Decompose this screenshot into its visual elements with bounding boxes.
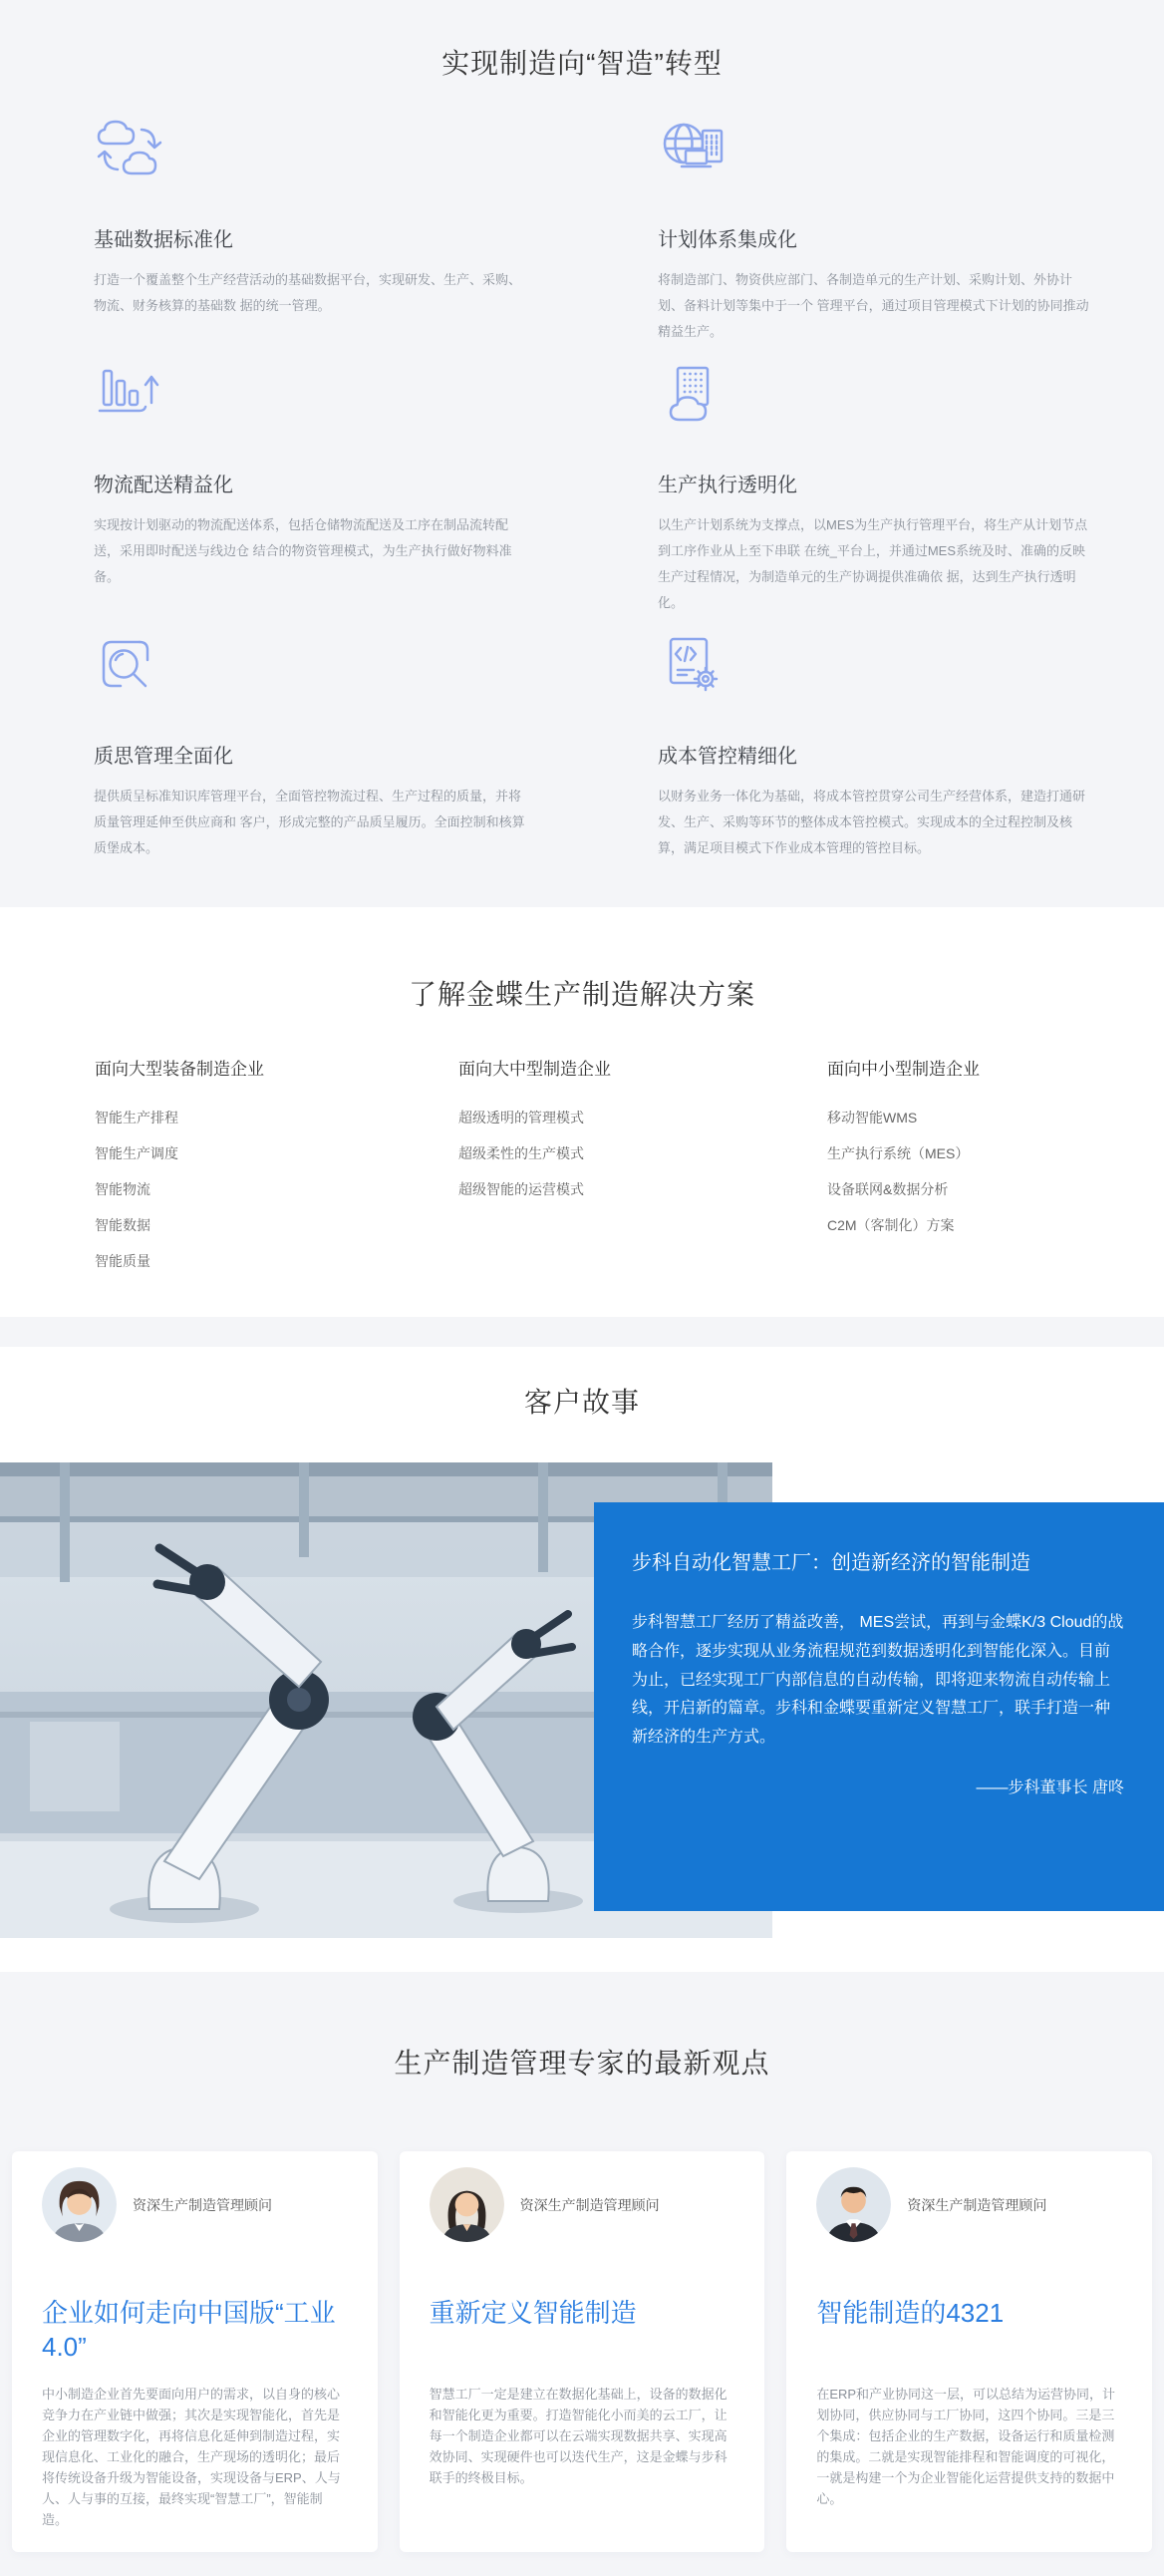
solution-link[interactable]: C2M（客制化）方案 [827,1217,955,1233]
solutions-columns [64,1055,1100,1279]
solution-link[interactable]: 智能生产调度 [95,1145,178,1161]
consultant-avatar [42,2167,117,2242]
feature-desc: 将制造部门、物资供应部门、各制造单元的生产计划、采购计划、外协计划、备料计划等集中于一个 管理平台，通过项目管理模式下计划的协同推动精益生产。 [658,272,1089,339]
transform-section [0,0,1164,907]
feature-plan-system [658,118,1096,345]
feature-desc: 以财务业务一体化为基础，将成本管控贯穿公司生产经营体系，建造打通研发、生产、采购等环节的整体成本管控模式。实现成本的全过程控制及核算，满足项目模式下作业成本管理的管控目标。 [658,789,1086,855]
globe-devices-icon [658,118,1096,181]
solution-link[interactable]: 超级透明的管理模式 [458,1110,584,1126]
feature-desc: 实现按计划驱动的物流配送体系，包括仓储物流配送及工序在制品流转配送，采用即时配送与线边仓 结合的物资管理模式，为生产执行做好物料准备。 [94,517,512,584]
feature-title: 成本管控精细化 [658,746,797,768]
cloud-sync-icon [94,118,532,181]
feature-production-exec [658,363,1096,616]
solution-link[interactable]: 智能质量 [95,1253,150,1269]
consultant-role: 资深生产制造管理顾问 [907,2196,1047,2213]
article-title-link[interactable]: 智能制造的4321 [816,2298,1005,2328]
consultant-role: 资深生产制造管理顾问 [133,2196,272,2213]
article-title-link[interactable]: 企业如何走向中国版“工业4.0” [42,2298,336,2363]
expert-card [786,2151,1152,2552]
solution-link[interactable]: 智能数据 [95,1217,150,1233]
feature-desc: 打造一个覆盖整个生产经营活动的基础数据平台，实现研发、生产、采购、物流、财务核算的基础数 据的统一管理。 [94,272,522,313]
feature-title: 计划体系集成化 [658,229,797,251]
solutions-col-header: 面向大中型制造企业 [458,1060,611,1079]
story-section-title: 客户故事 [523,1387,640,1418]
card-head [430,2167,735,2242]
cost-code-gear-icon [658,634,1096,698]
consultant-avatar [430,2167,504,2242]
feature-title: 物流配送精益化 [94,475,233,496]
solution-link[interactable]: 超级智能的运营模式 [458,1181,584,1197]
solution-link[interactable]: 智能物流 [95,1181,150,1197]
feature-desc: 提供质呈标准知识库管理平台，全面管控物流过程、生产过程的质量，并将质量管理延伸至供应商和 客户，形成完整的产品质呈履历。全面控制和核算质堡成本。 [94,789,525,855]
solution-link[interactable]: 生产执行系统（MES） [827,1145,970,1161]
transform-section-title: 实现制造向“智造”转型 [441,48,723,79]
feature-desc: 以生产计划系统为支撑点，以MES为生产执行管理平台，将生产从计划节点到工序作业从上至下串联 在统_平台上，并通过MES系统及时、准确的反映生产过程情况，为制造单元的生产协调提供准确依 据，达到生产执行透明化。 [658,517,1088,610]
solutions-section [0,907,1164,1317]
customer-story-section [0,1347,1164,1972]
solutions-section-title: 了解金蝶生产制造解决方案 [408,979,755,1010]
article-excerpt: 中小制造企业首先要面向用户的需求，以自身的核心竞争力在产业链中做强；其次是实现智能化，首先是企业的管理数字化，再将信息化延伸到制造过程，实现信息化、工业化的融合，生产现场的透明化；最后将传统设备升级为智能设备，实现设备与ERP、人与人、人与事的互接，最终实现“智慧工厂”，智能制造。 [42,2387,341,2528]
consultant-role: 资深生产制造管理顾问 [519,2196,660,2213]
story-body: 步科智慧工厂经历了精益改善， MES尝试，再到与金蝶K/3 Cloud的战略合作，逐步实现从业务流程规范到数据透明化到智能化深入。目前为止，已经实现工厂内部信息的自动传输，即将迎来物流自动传输上线，开启新的篇章。步科和金蝶要重新定义智慧工厂，联手打造一种新经济的生产方式。 [632,1614,1124,1747]
expert-cards [12,2151,1152,2552]
solution-link[interactable]: 智能生产排程 [95,1110,178,1126]
story-media [0,1462,1164,1938]
feature-quality [94,634,532,861]
article-title-link[interactable]: 重新定义智能制造 [429,2298,637,2328]
solutions-col-mid-large [458,1055,827,1279]
feature-title: 质思管理全面化 [94,746,233,768]
consultant-avatar [816,2167,891,2242]
solution-link[interactable]: 设备联网&数据分析 [827,1181,949,1197]
experts-section [0,1972,1164,2576]
features-grid [64,118,1100,861]
bar-chart-growth-icon [94,363,532,427]
card-head [42,2167,348,2242]
feature-basic-data [94,118,532,345]
solutions-col-large-equipment [95,1055,458,1279]
expert-card [400,2151,765,2552]
solution-link[interactable]: 超级柔性的生产模式 [458,1145,584,1161]
building-cloud-icon [658,363,1096,427]
article-excerpt: 智慧工厂一定是建立在数据化基础上，设备的数据化和智能化更为重要。打造智能化小而美的云工厂，让每一个制造企业都可以在云端实现数据共享、实现高效协同、实现硬件也可以迭代生产，这是金蝶与步科联手的终极目标。 [429,2387,728,2486]
expert-card [12,2151,378,2552]
feature-logistics [94,363,532,616]
story-signature: ——步科董事长 唐咚 [976,1778,1124,1796]
solutions-col-header: 面向中小型制造企业 [827,1060,980,1079]
article-excerpt: 在ERP和产业协同这一层，可以总结为运营协同，计划协同，供应协同与工厂协同，这四个协同。三是三个集成：包括企业的生产数据，设备运行和质量检测的集成。二就是实现智能排程和智能调度的可视化，一就是构建一个为企业智能化运营提供支持的数据中心。 [816,2387,1116,2507]
solution-link[interactable]: 移动智能WMS [827,1110,918,1126]
feature-cost [658,634,1096,861]
story-panel [594,1502,1164,1911]
experts-section-title: 生产制造管理专家的最新观点 [394,2048,770,2079]
feature-title: 生产执行透明化 [658,475,797,496]
quality-search-icon [94,634,532,698]
solutions-col-header: 面向大型装备制造企业 [95,1060,264,1079]
story-heading: 步科自动化智慧工厂：创造新经济的智能制造 [632,1552,1030,1574]
card-head [816,2167,1122,2242]
solutions-col-small-medium [827,1055,1100,1279]
feature-title: 基础数据标准化 [94,229,233,251]
